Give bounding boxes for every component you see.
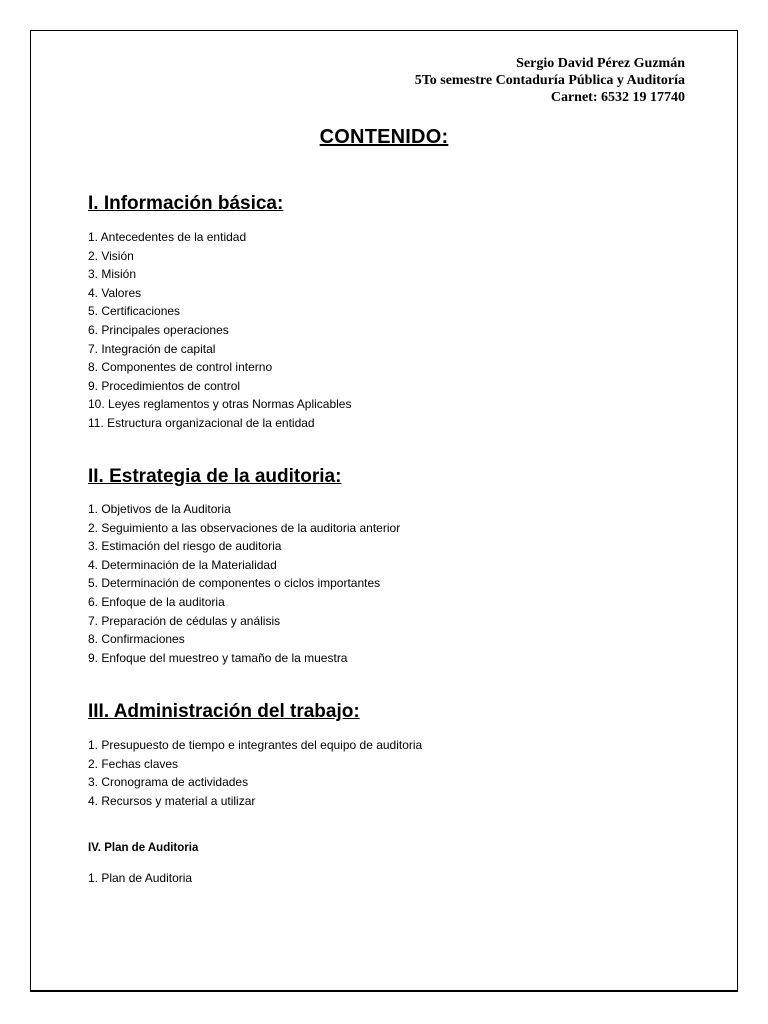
- list-item: 1. Presupuesto de tiempo e integrantes del equipo de auditoria: [88, 738, 423, 752]
- section-heading-estrategia: II. Estrategia de la auditoria:: [88, 466, 342, 487]
- list-item: 9. Procedimientos de control: [88, 378, 241, 393]
- list-item: 3. Cronograma de actividades: [88, 775, 249, 790]
- carnet-number: Carnet: 6532 19 17740: [550, 90, 685, 105]
- section-list-administracion: [88, 736, 422, 810]
- document-title: CONTENIDO:: [319, 126, 449, 148]
- list-item: 8. Componentes de control interno: [88, 360, 273, 375]
- list-item: 5. Determinación de componentes o ciclos importantes: [88, 576, 381, 591]
- list-item: 1. Plan de Auditoria: [88, 871, 193, 885]
- author-name: Sergio David Pérez Guzmán: [516, 56, 685, 71]
- list-item: 5. Certificaciones: [88, 304, 181, 319]
- section-heading-informacion-basica: I. Información básica:: [88, 193, 284, 214]
- section-heading-plan: IV. Plan de Auditoria: [88, 842, 199, 854]
- list-item: 6. Principales operaciones: [88, 322, 229, 337]
- list-item: 4. Recursos y material a utilizar: [88, 793, 256, 808]
- list-item: 2. Seguimiento a las observaciones de la auditoria anterior: [88, 520, 401, 535]
- list-item: 10. Leyes reglamentos y otras Normas Aplicables: [88, 397, 352, 412]
- section-heading-administracion: III. Administración del trabajo:: [88, 701, 360, 722]
- list-item: 2. Fechas claves: [88, 756, 179, 771]
- list-item: 7. Integración de capital: [88, 341, 216, 356]
- list-item: 4. Determinación de la Materialidad: [88, 557, 277, 572]
- list-item: 4. Valores: [88, 285, 142, 300]
- list-item: 8. Confirmaciones: [88, 632, 185, 647]
- section-list-estrategia: [88, 500, 400, 667]
- list-item: 11. Estructura organizacional de la entidad: [88, 415, 315, 430]
- section-list-plan: [88, 869, 192, 888]
- list-item: 3. Estimación del riesgo de auditoria: [88, 539, 282, 554]
- list-item: 1. Antecedentes de la entidad: [88, 230, 247, 244]
- section-list-informacion-basica: [88, 228, 351, 433]
- list-item: 3. Misión: [88, 267, 137, 282]
- list-item: 1. Objetivos de la Auditoria: [88, 502, 231, 516]
- list-item: 6. Enfoque de la auditoria: [88, 594, 225, 609]
- list-item: 9. Enfoque del muestreo y tamaño de la muestra: [88, 650, 348, 665]
- list-item: 7. Preparación de cédulas y análisis: [88, 613, 281, 628]
- author-header: [415, 55, 685, 106]
- list-item: 2. Visión: [88, 248, 134, 263]
- course-info: 5To semestre Contaduría Pública y Auditoría: [414, 73, 685, 88]
